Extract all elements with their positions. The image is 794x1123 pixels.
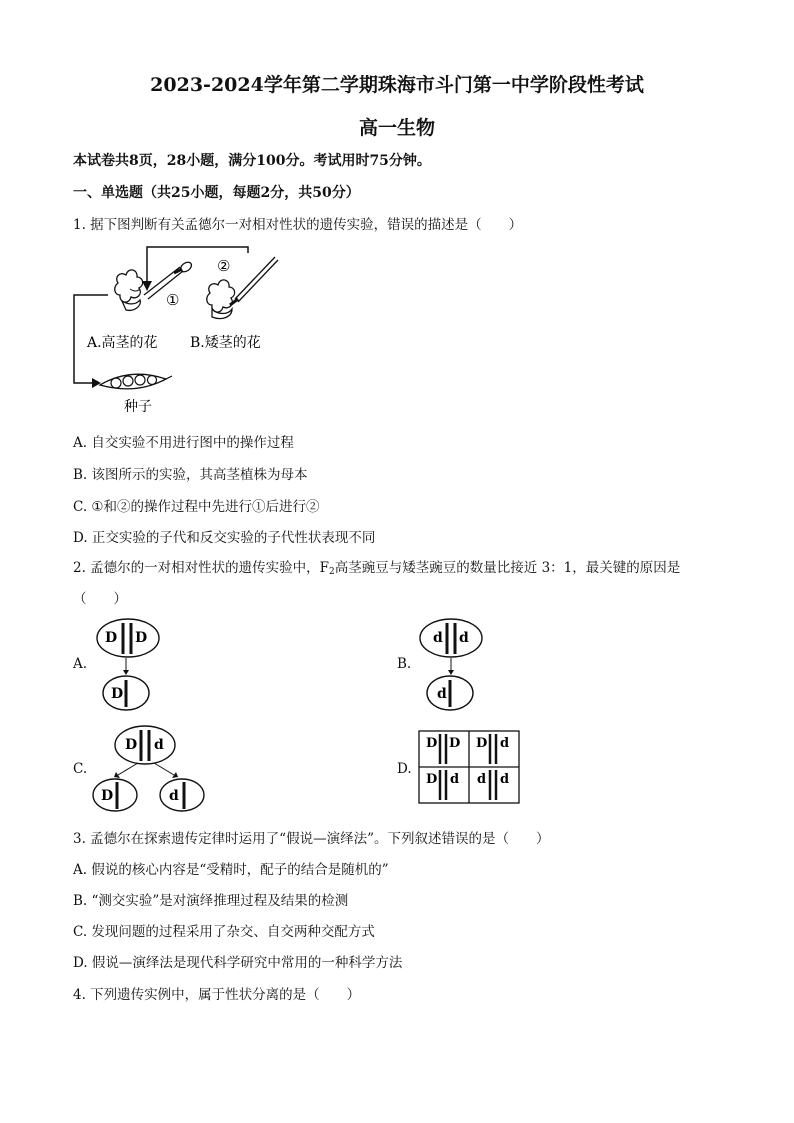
q2-option-b-label: B. bbox=[397, 656, 412, 672]
q1-option-b: B. 该图所示的实验，其高茎植株为母本 bbox=[73, 467, 308, 483]
q1-option-c: C. ①和②的操作过程中先进行①后进行② bbox=[73, 499, 320, 515]
tall-flower-icon bbox=[115, 270, 143, 310]
step-2-marker: ② bbox=[217, 257, 231, 275]
svg-text:D: D bbox=[111, 686, 124, 702]
svg-text:D: D bbox=[449, 736, 461, 751]
section-heading: 一、单选题（共25小题，每题2分，共50分） bbox=[73, 185, 360, 201]
short-flower-icon bbox=[207, 280, 235, 319]
q2-option-c-figure bbox=[90, 725, 210, 815]
q2-option-d-label: D. bbox=[397, 761, 412, 777]
q2-option-b-figure bbox=[417, 618, 497, 713]
seed-label: 种子 bbox=[124, 399, 152, 415]
exam-info: 本试卷共8页，28小题，满分100分。考试用时75分钟。 bbox=[73, 153, 431, 169]
q2-option-c-label: C. bbox=[73, 761, 88, 777]
short-flower-label: B.矮茎的花 bbox=[190, 335, 261, 351]
q3-option-c: C. 发现问题的过程采用了杂交、自交两种交配方式 bbox=[73, 924, 375, 940]
step-1-marker: ① bbox=[166, 291, 180, 309]
q2-option-a-figure bbox=[93, 618, 173, 713]
q1-figure bbox=[70, 245, 310, 420]
svg-text:D: D bbox=[426, 772, 438, 787]
svg-text:d: d bbox=[169, 788, 179, 804]
svg-text:d: d bbox=[500, 736, 510, 751]
svg-text:d: d bbox=[433, 630, 443, 646]
q2-stem-line2: （ ） bbox=[73, 591, 127, 607]
q3-stem: 3. 孟德尔在探索遗传定律时运用了“假说—演绎法”。下列叙述错误的是（ ） bbox=[73, 831, 550, 847]
svg-text:D: D bbox=[101, 788, 114, 804]
svg-text:D: D bbox=[125, 737, 138, 753]
svg-text:d: d bbox=[477, 772, 487, 787]
svg-text:D: D bbox=[135, 630, 148, 646]
tall-flower-label: A.高茎的花 bbox=[87, 335, 158, 351]
brush-tool-icon bbox=[230, 257, 278, 305]
pea-pollination-diagram bbox=[70, 245, 310, 420]
q3-option-d: D. 假说—演绎法是现代科学研究中常用的一种科学方法 bbox=[73, 955, 403, 971]
q2-option-d-punnett bbox=[418, 730, 522, 806]
svg-text:d: d bbox=[459, 630, 469, 646]
q1-stem: 1. 据下图判断有关孟德尔一对相对性状的遗传实验，错误的描述是（ ） bbox=[73, 217, 523, 233]
q1-option-d: D. 正交实验的子代和反交实验的子代性状表现不同 bbox=[73, 530, 376, 546]
svg-text:d: d bbox=[437, 686, 447, 702]
svg-text:D: D bbox=[426, 736, 438, 751]
svg-text:d: d bbox=[500, 772, 510, 787]
svg-text:d: d bbox=[450, 772, 460, 787]
exam-title: 2023-2024学年第二学期珠海市斗门第一中学阶段性考试 bbox=[150, 74, 644, 96]
q1-option-a: A. 自交实验不用进行图中的操作过程 bbox=[73, 435, 294, 451]
svg-text:d: d bbox=[154, 737, 164, 753]
q3-option-a: A. 假说的核心内容是“受精时，配子的结合是随机的” bbox=[73, 862, 389, 878]
seed-pod-icon bbox=[100, 374, 172, 389]
q4-stem: 4. 下列遗传实例中，属于性状分离的是（ ） bbox=[73, 987, 361, 1003]
subject-title: 高一生物 bbox=[358, 117, 435, 139]
q3-option-b: B. “测交实验”是对演绎推理过程及结果的检测 bbox=[73, 893, 349, 909]
q2-option-a-label: A. bbox=[73, 656, 88, 672]
svg-text:D: D bbox=[105, 630, 118, 646]
q2-stem: 2. 孟德尔的一对相对性状的遗传实验中，$F_2$高茎豌豆与矮茎豌豆的数量比接近 3：1，最关键的原因是 bbox=[73, 560, 681, 577]
svg-text:D: D bbox=[476, 736, 488, 751]
